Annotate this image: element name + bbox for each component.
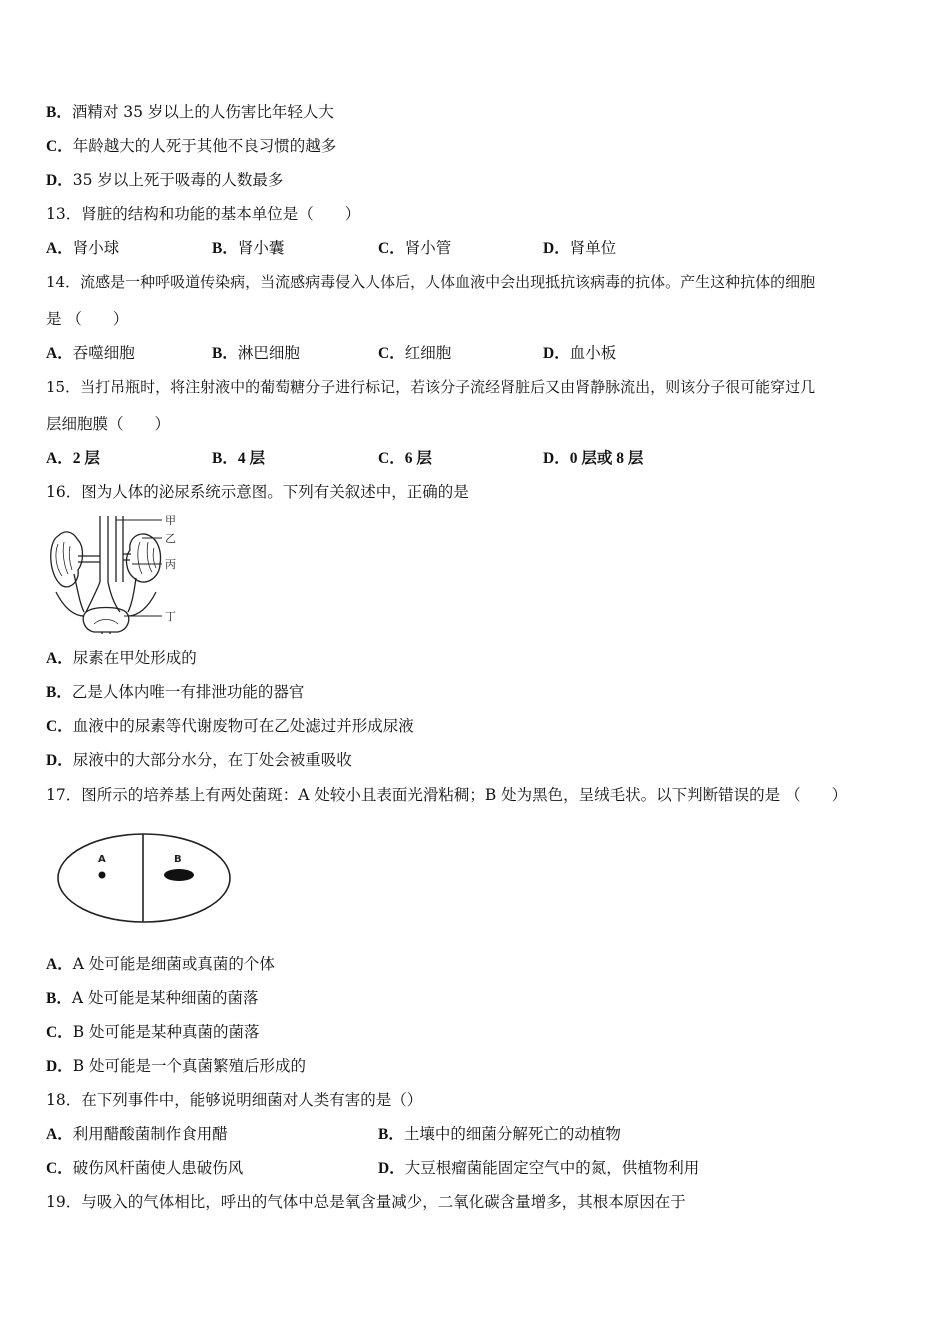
vena-cava-vessel (100, 516, 108, 582)
q18-option-a: A．利用醋酸菌制作食用醋 (46, 1125, 228, 1143)
urinary-system-diagram (44, 512, 194, 634)
aorta-vessel (116, 516, 123, 582)
q15-option-a: A．2 层 (46, 450, 100, 467)
label-b: B (174, 854, 182, 865)
label-a: A (98, 854, 106, 865)
q12-option-b: B．酒精对 35 岁以上的人伤害比年轻人大 (46, 103, 334, 121)
q17-stem: 17．图所示的培养基上有两处菌斑：A 处较小且表面光滑粘稠；B 处为黑色，呈绒毛状。以下判断错误的是 （ ） (46, 786, 848, 804)
q15-stem-line2: 层细胞膜（ ） (46, 415, 171, 433)
q17-option-c: C．B 处可能是某种真菌的菌落 (46, 1023, 260, 1041)
q16-option-d: D．尿液中的大部分水分，在丁处会被重吸收 (46, 751, 352, 769)
q18-option-c: C．破伤风杆菌使人患破伤风 (46, 1159, 244, 1177)
q19-stem: 19．与吸入的气体相比，呼出的气体中总是氧含量减少，二氧化碳含量增多，其根本原因在于 (46, 1193, 686, 1211)
q13-option-b: B．肾小囊 (212, 239, 285, 257)
q17-option-a: A．A 处可能是细菌或真菌的个体 (46, 955, 275, 973)
q17-option-b: B．A 处可能是某种细菌的菌落 (46, 989, 259, 1007)
q14-option-d: D．血小板 (543, 344, 617, 362)
q18-option-d: D．大豆根瘤菌能固定空气中的氮，供植物利用 (378, 1159, 700, 1177)
q12-option-d: D．35 岁以上死于吸毒的人数最多 (46, 171, 284, 189)
label-ding: 丁 (165, 610, 176, 623)
q13-option-d: D．肾单位 (543, 239, 617, 257)
q14-stem-line1: 14．流感是一种呼吸道传染病，当流感病毒侵入人体后，人体血液中会出现抵抗该病毒的抗体。产生这种抗体的细胞 (46, 273, 816, 291)
q15-option-c: C．6 层 (378, 450, 432, 467)
q18-stem: 18．在下列事件中，能够说明细菌对人类有害的是（） (46, 1091, 423, 1109)
q16-option-a: A．尿素在甲处形成的 (46, 649, 197, 667)
q13-stem: 13．肾脏的结构和功能的基本单位是（ ） (46, 205, 361, 223)
q16-option-b: B．乙是人体内唯一有排泄功能的器官 (46, 683, 305, 701)
q17-option-d: D．B 处可能是一个真菌繁殖后形成的 (46, 1057, 307, 1075)
q18-option-b: B．土壤中的细菌分解死亡的动植物 (378, 1125, 621, 1143)
q15-option-d: D．0 层或 8 层 (543, 450, 644, 467)
q15-stem-line1: 15．当打吊瓶时，将注射液中的葡萄糖分子进行标记，若该分子流经肾脏后又由肾静脉流出，则该分子很可能穿过几 (46, 378, 816, 396)
petri-dish-outline (58, 834, 230, 922)
q14-option-b: B．淋巴细胞 (212, 344, 300, 362)
q14-option-c: C．红细胞 (378, 344, 452, 362)
q12-option-c: C．年龄越大的人死于其他不良习惯的越多 (46, 137, 337, 155)
petri-dish-diagram (56, 832, 232, 924)
right-kidney (127, 534, 161, 582)
left-ureter (74, 574, 84, 612)
q16-option-c: C．血液中的尿素等代谢废物可在乙处滤过并形成尿液 (46, 717, 414, 735)
q15-option-b: B．4 层 (212, 450, 265, 467)
q13-option-c: C．肾小管 (378, 239, 452, 257)
q16-stem: 16．图为人体的泌尿系统示意图。下列有关叙述中，正确的是 (46, 483, 469, 501)
label-yi: 乙 (165, 532, 176, 545)
colony-b (164, 869, 194, 881)
colony-a (99, 872, 106, 879)
label-jia: 甲 (165, 514, 176, 527)
q14-option-a: A．吞噬细胞 (46, 344, 135, 362)
right-ureter (128, 578, 136, 612)
left-kidney (51, 532, 83, 587)
q14-stem-line2: 是 （ ） (46, 310, 129, 328)
q13-option-a: A．肾小球 (46, 239, 120, 257)
label-bing: 丙 (165, 558, 176, 571)
